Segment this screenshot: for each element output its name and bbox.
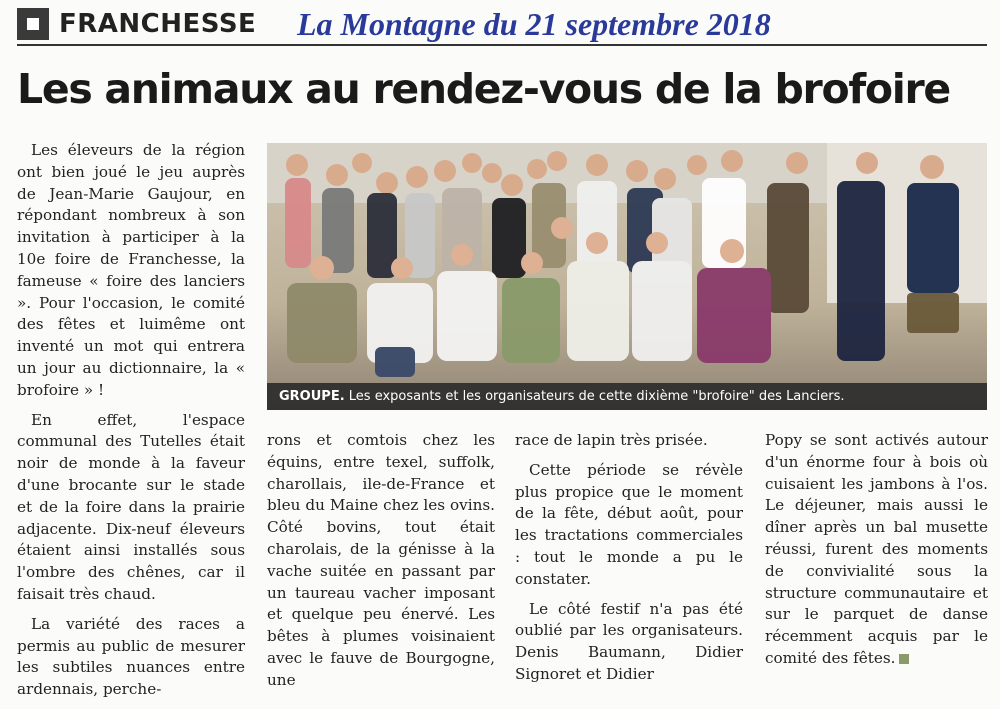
paragraph: rons et comtois chez les équins, entre texel, suffolk, charollais, ile-de-France et bleu du Maine chez les ovins. Côté bovins, tout était charolais, de la génisse à la vache suitée en passant par un taureau vacher imposant et quelque peu énervé. Les bêtes à plumes voisinaient avec le fauve de Bourgogne, une bbox=[267, 431, 495, 689]
article-column-3 bbox=[515, 430, 743, 694]
source-annotation: La Montagne du 21 septembre 2018 bbox=[297, 6, 771, 42]
end-of-article-icon bbox=[899, 654, 909, 664]
paragraph: Cette période se révèle plus propice que le moment de la fête, début août, pour les tractations commerciales : tout le monde a pu le constater. bbox=[515, 460, 743, 588]
paragraph: La variété des races a permis au public de mesurer les subtiles nuances entre ardennais, perche- bbox=[17, 614, 245, 699]
group-photo-image bbox=[267, 143, 987, 410]
article-column-4 bbox=[765, 430, 988, 678]
paragraph-text: Popy se sont activés autour d'un énorme four à bois où cuisaient les jambons à l'os. Le déjeuner, mais aussi le dîner après un bal musette réussi, furent des moments de convivialité sous la structure communautaire et sur le parquet de danse récemment acquis par le comité des fêtes. bbox=[765, 431, 988, 667]
section-header bbox=[17, 6, 987, 42]
article-column-2 bbox=[267, 430, 495, 700]
group-photo bbox=[267, 143, 987, 410]
caption-label: GROUPE. bbox=[279, 389, 345, 404]
section-title: FRANCHESSE bbox=[59, 9, 257, 39]
paragraph bbox=[765, 430, 988, 670]
paragraph: Les éleveurs de la région ont bien joué le jeu auprès de Jean-Marie Gaujour, en répondant nombreux à son invitation à participer à la 10e foire de Franchesse, la fameuse « foire des lanciers ». Pour l'occasion, le comité des fêtes et luimême ont inventé un mot qui entrera un jour au dictionnaire, la « brofoire » ! bbox=[17, 141, 245, 399]
paragraph: Le côté festif n'a pas été oublié par les organisateurs. Denis Baumann, Didier Signoret et Didier bbox=[515, 599, 743, 683]
article-column-1 bbox=[17, 140, 245, 709]
article-headline: Les animaux au rendez-vous de la brofoire bbox=[17, 65, 950, 113]
paragraph: En effet, l'espace communal des Tutelles était noir de monde à la faveur d'une brocante sur le stade et de la foire dans la prairie adjacente. Dix-neuf éleveurs étaient ainsi installés sous l'ombre des chênes, car il faisait très chaud. bbox=[17, 410, 245, 603]
section-square-icon bbox=[17, 8, 49, 40]
header-rule bbox=[17, 44, 987, 46]
photo-caption bbox=[267, 383, 987, 410]
caption-text: Les exposants et les organisateurs de cette dixième "brofoire" des Lanciers. bbox=[344, 389, 845, 404]
paragraph: race de lapin très prisée. bbox=[515, 431, 708, 449]
